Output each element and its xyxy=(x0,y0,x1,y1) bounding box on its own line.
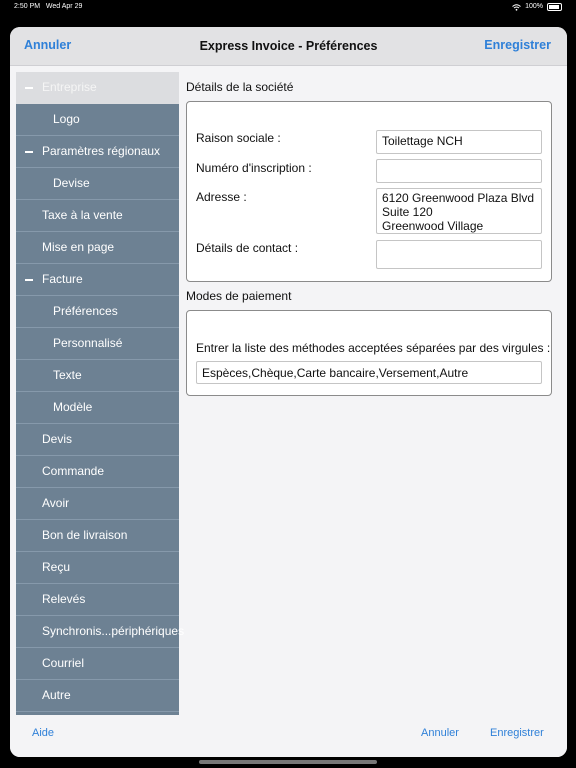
sidebar-item-label: Avoir xyxy=(42,496,70,510)
sidebar-item-parametres-regionaux[interactable] xyxy=(16,136,179,168)
legal-name-label: Raison sociale : xyxy=(196,131,281,145)
battery-icon xyxy=(547,3,562,11)
sidebar-item-personnalise[interactable] xyxy=(16,328,179,360)
sidebar-item-label: Autre xyxy=(42,688,71,702)
sidebar-item-label: Devis xyxy=(42,432,73,446)
cancel-button[interactable]: Annuler xyxy=(24,38,72,52)
sidebar-item-label: Mise en page xyxy=(42,240,115,254)
sidebar-item-label: Courriel xyxy=(42,656,85,670)
payment-methods-box xyxy=(186,310,552,396)
bottom-save-button[interactable]: Enregistrer xyxy=(490,727,544,739)
sidebar-item-facture[interactable] xyxy=(16,264,179,296)
status-icons xyxy=(512,0,562,14)
address-field[interactable]: 6120 Greenwood Plaza Blvd Suite 120 Greenwood Village xyxy=(376,188,542,234)
collapse-icon[interactable] xyxy=(25,87,33,89)
status-bar xyxy=(0,0,576,14)
home-indicator xyxy=(199,760,377,764)
sidebar-item-autre[interactable] xyxy=(16,680,179,712)
sidebar-item-label: Logo xyxy=(53,112,80,126)
sidebar-item-label: Paramètres régionaux xyxy=(42,144,161,158)
sidebar-item-commande[interactable] xyxy=(16,456,179,488)
sidebar-item-courriel[interactable] xyxy=(16,648,179,680)
help-button[interactable]: Aide xyxy=(32,727,55,739)
collapse-icon[interactable] xyxy=(25,279,33,281)
sidebar-item-mise-en-page[interactable] xyxy=(16,232,179,264)
payment-section-title: Modes de paiement xyxy=(186,289,292,303)
preferences-sheet xyxy=(10,27,567,757)
collapse-icon[interactable] xyxy=(25,151,33,153)
sidebar-item-taxe-a-la-vente[interactable] xyxy=(16,200,179,232)
status-time-date xyxy=(14,0,82,14)
bottom-cancel-button[interactable]: Annuler xyxy=(421,727,459,739)
sidebar-item-bon-de-livraison[interactable] xyxy=(16,520,179,552)
sidebar-item-label: Bon de livraison xyxy=(42,528,128,542)
sidebar-item-releves[interactable] xyxy=(16,584,179,616)
sidebar-item-preferences[interactable] xyxy=(16,296,179,328)
battery-percent: 100% xyxy=(525,3,543,10)
sidebar-item-recu[interactable] xyxy=(16,552,179,584)
sidebar-item-label: Taxe à la vente xyxy=(42,208,123,222)
navigation-bar xyxy=(10,27,567,66)
address-label: Adresse : xyxy=(196,190,247,204)
sidebar-item-entreprise[interactable] xyxy=(16,72,179,104)
payment-methods-field[interactable]: Espèces,Chèque,Carte bancaire,Versement,Autre xyxy=(196,361,542,384)
sidebar-item-label: Synchronis...périphériques xyxy=(42,624,185,638)
sidebar-item-label: Modèle xyxy=(53,400,93,414)
contact-details-label: Détails de contact : xyxy=(196,241,299,255)
sidebar-item-devise[interactable] xyxy=(16,168,179,200)
sidebar-item-avoir[interactable] xyxy=(16,488,179,520)
sidebar-item-label: Entreprise xyxy=(42,80,97,94)
sidebar-item-label: Texte xyxy=(53,368,82,382)
registration-number-label: Numéro d'inscription : xyxy=(196,161,312,175)
sidebar-item-label: Préférences xyxy=(53,304,118,318)
sidebar-item-modele[interactable] xyxy=(16,392,179,424)
sidebar-item-label: Devise xyxy=(53,176,90,190)
registration-number-field[interactable] xyxy=(376,159,542,183)
legal-name-field[interactable]: Toilettage NCH xyxy=(376,130,542,154)
sidebar-item-label: Relevés xyxy=(42,592,86,606)
sidebar-item-devis[interactable] xyxy=(16,424,179,456)
page-title: Express Invoice - Préférences xyxy=(199,39,378,53)
sidebar-item-synchronis-peripheriques[interactable] xyxy=(16,616,185,648)
save-button[interactable]: Enregistrer xyxy=(484,38,551,52)
sidebar-item-label: Commande xyxy=(42,464,105,478)
settings-sidebar[interactable] xyxy=(16,72,185,715)
company-section-title: Détails de la société xyxy=(186,80,294,94)
contact-details-field[interactable] xyxy=(376,240,542,269)
sidebar-item-label: Reçu xyxy=(42,560,71,574)
wifi-icon xyxy=(512,4,521,11)
bottom-toolbar xyxy=(10,717,567,757)
company-details-box xyxy=(186,101,552,282)
sidebar-item-label: Personnalisé xyxy=(53,336,123,350)
status-time: 2:50 PM xyxy=(14,3,41,10)
sidebar-item-logo[interactable] xyxy=(16,104,179,136)
payment-instruction: Entrer la liste des méthodes acceptées séparées par des virgules : xyxy=(196,341,551,355)
status-date: Wed Apr 29 xyxy=(45,3,83,10)
sidebar-item-texte[interactable] xyxy=(16,360,179,392)
sidebar-item-label: Facture xyxy=(42,272,83,286)
